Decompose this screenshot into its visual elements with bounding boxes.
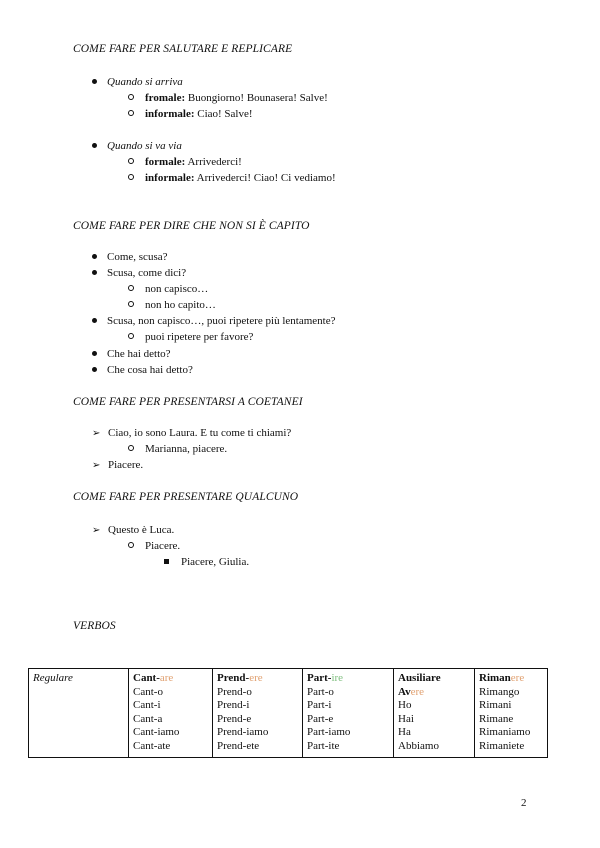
text: Buongiorno! Bounasera! Salve! xyxy=(185,92,328,104)
section-heading-introduce-self: COME FARE PER PRESENTARSI A COETANEI xyxy=(73,396,303,408)
list-item xyxy=(92,251,167,263)
section-heading-introduce-someone: COME FARE PER PRESENTARE QUALCUNO xyxy=(73,491,299,503)
circle-bullet-icon xyxy=(128,542,134,548)
circle-bullet-icon xyxy=(128,445,134,451)
verb-form: Rimaniete xyxy=(479,739,525,752)
list-item-label: Quando si arriva xyxy=(107,76,183,88)
verb-stem: Riman xyxy=(479,672,511,684)
list-item-text: Questo è Luca. xyxy=(108,524,175,536)
list-item-text: Che cosa hai detto? xyxy=(107,364,193,376)
verb-form: Part-o xyxy=(307,685,334,698)
list-item xyxy=(92,315,335,327)
sub-list-item xyxy=(128,283,208,295)
list-item xyxy=(92,364,193,376)
sub-list-item xyxy=(128,443,227,455)
sub-list-item-text: Piacere. xyxy=(145,540,181,552)
verb-form: Cant-iamo xyxy=(133,726,180,739)
table-cell-verb xyxy=(303,669,394,758)
verb-form: Abbiamo xyxy=(398,739,439,752)
verb-form: Part-i xyxy=(307,699,332,712)
arrow-bullet-icon: ➢ xyxy=(92,428,101,439)
verb-ending: ere xyxy=(249,672,263,684)
table-cell-verb xyxy=(213,669,303,758)
label: informale: xyxy=(145,108,195,120)
verb-form: Part-iamo xyxy=(307,726,351,739)
sub-list-item-text: non ho capito… xyxy=(145,299,216,311)
sub-sub-list-item-text: Piacere, Giulia. xyxy=(181,556,250,568)
list-item-text: Ciao, io sono Laura. E tu come ti chiami? xyxy=(108,427,292,439)
circle-bullet-icon xyxy=(128,285,134,291)
verb-form: Prend-i xyxy=(217,699,250,712)
sub-sub-list-item xyxy=(164,556,249,568)
table-cell-verb xyxy=(129,669,213,758)
bullet-icon xyxy=(92,254,97,259)
list-item xyxy=(92,427,291,439)
text: Ciao! Salve! xyxy=(194,108,253,120)
sub-list-item xyxy=(128,156,242,168)
sub-list-item-text: puoi ripetere per favore? xyxy=(145,331,254,343)
verb-ending: ere xyxy=(510,672,525,684)
list-item-text: Come, scusa? xyxy=(107,251,168,263)
verb-ending: ire xyxy=(331,672,344,684)
bullet-icon xyxy=(92,318,97,323)
sub-list-item xyxy=(128,331,253,343)
sub-list-item xyxy=(128,92,328,104)
list-item xyxy=(92,524,174,536)
sub-list-item xyxy=(128,299,216,311)
list-item xyxy=(92,459,143,471)
sub-list-item-text: non capisco… xyxy=(145,283,209,295)
circle-bullet-icon xyxy=(128,94,134,100)
verb-ending: ere xyxy=(410,685,425,698)
verb-form: Rimaniamo xyxy=(479,726,531,739)
verb-form: Prend-ete xyxy=(217,739,260,752)
verb-form: Part-ite xyxy=(307,739,340,752)
section-heading-greetings: COME FARE PER SALUTARE E REPLICARE xyxy=(73,43,293,55)
arrow-bullet-icon: ➢ xyxy=(92,525,101,536)
bullet-icon xyxy=(92,351,97,356)
verb-ending: are xyxy=(159,672,174,684)
table-cell-row-label xyxy=(29,669,129,758)
verb-form: Prend-e xyxy=(217,712,252,725)
verb-form: Cant-ate xyxy=(133,739,171,752)
verb-form: Prend-o xyxy=(217,685,252,698)
row-label: Regulare xyxy=(33,672,73,684)
list-item xyxy=(92,348,171,360)
list-item-label: Quando si va via xyxy=(107,140,182,152)
sub-list-item-text: Marianna, piacere. xyxy=(145,443,228,455)
bullet-icon xyxy=(92,367,97,372)
label: informale: xyxy=(145,172,195,184)
verb-stem: Part- xyxy=(307,672,332,684)
circle-bullet-icon xyxy=(128,158,134,164)
circle-bullet-icon xyxy=(128,110,134,116)
bullet-icon xyxy=(92,270,97,275)
bullet-icon xyxy=(92,79,97,84)
table-cell-verb xyxy=(394,669,475,758)
table-row xyxy=(29,669,548,758)
section-heading-verbs: VERBOS xyxy=(73,620,116,632)
verb-form: Ha xyxy=(398,726,411,739)
bullet-icon xyxy=(92,143,97,148)
verb-form: Cant-i xyxy=(133,699,161,712)
verb-form: Rimani xyxy=(479,699,512,712)
verb-form: Cant-o xyxy=(133,685,163,698)
circle-bullet-icon xyxy=(128,333,134,339)
verb-form: Cant-a xyxy=(133,712,163,725)
section-heading-not-understood: COME FARE PER DIRE CHE NON SI È CAPITO xyxy=(73,220,310,232)
sub-list-item xyxy=(128,108,253,120)
sub-list-item xyxy=(128,540,180,552)
circle-bullet-icon xyxy=(128,301,134,307)
page-number: 2 xyxy=(521,797,527,809)
list-item-text: Che hai detto? xyxy=(107,348,171,360)
verb-form: Rimane xyxy=(479,712,514,725)
arrow-bullet-icon: ➢ xyxy=(92,460,101,471)
verb-form: Hai xyxy=(398,712,414,725)
circle-bullet-icon xyxy=(128,174,134,180)
square-bullet-icon xyxy=(164,559,169,564)
sub-list-item xyxy=(128,172,336,184)
verb-form: Rimango xyxy=(479,685,520,698)
verb-stem: Cant- xyxy=(133,672,160,684)
table-cell-verb xyxy=(475,669,548,758)
list-item-text: Piacere. xyxy=(108,459,144,471)
text: Arrivederci! xyxy=(185,156,242,168)
verb-form: Part-e xyxy=(307,712,334,725)
list-item xyxy=(92,267,186,279)
list-item-text: Scusa, come dici? xyxy=(107,267,187,279)
list-item xyxy=(92,140,182,152)
list-item-text: Scusa, non capisco…, puoi ripetere più lentamente? xyxy=(107,315,336,327)
verb-form: Ho xyxy=(398,699,412,712)
label: fromale: xyxy=(145,92,186,104)
list-item xyxy=(92,76,183,88)
verb-stem: Ausiliare xyxy=(398,672,441,684)
verb-stem: Av xyxy=(398,685,411,698)
verbs-table xyxy=(28,668,548,758)
verb-stem: Prend- xyxy=(217,672,250,684)
verb-form: Prend-iamo xyxy=(217,726,269,739)
label: formale: xyxy=(145,156,186,168)
text: Arrivederci! Ciao! Ci vediamo! xyxy=(194,172,336,184)
